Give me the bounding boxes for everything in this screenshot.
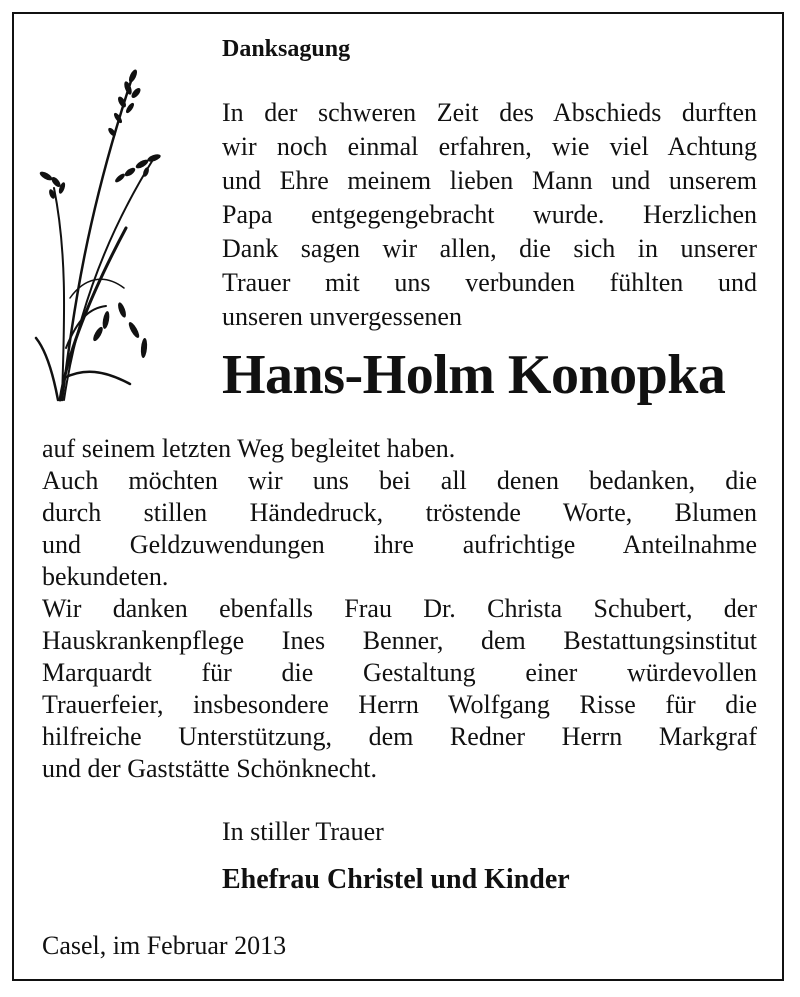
body-line: Trauerfeier, insbesondere Herrn Wolfgang Risse für die	[42, 690, 757, 719]
body-line: und der Gaststätte Schönknecht.	[42, 754, 378, 783]
body-line: und Geldzuwendungen ihre aufrichtige Anteilnahme	[42, 530, 757, 559]
intro-line: wir noch einmal erfahren, wie viel Achtung	[222, 132, 757, 161]
grass-plant-icon	[34, 48, 174, 408]
body-line: durch stillen Händedruck, tröstende Worte, Blumen	[42, 498, 757, 527]
body-line: auf seinem letzten Weg begleitet haben.	[42, 434, 456, 463]
body-line: bekundeten.	[42, 562, 169, 591]
intro-line: Papa entgegengebracht wurde. Herzlichen	[222, 200, 757, 229]
intro-line: Trauer mit uns verbunden fühlten und	[222, 268, 757, 297]
heading-danksagung: Danksagung	[222, 36, 351, 62]
body-line: Auch möchten wir uns bei all denen bedanken, die	[42, 466, 757, 495]
deceased-name: Hans-Holm Konopka	[222, 344, 726, 406]
closing-phrase: In stiller Trauer	[222, 817, 384, 846]
intro-line: In der schweren Zeit des Abschieds durften	[222, 98, 757, 127]
intro-line: unseren unvergessenen	[222, 302, 462, 331]
place-date: Casel, im Februar 2013	[42, 931, 287, 960]
body-line: Hauskrankenpflege Ines Benner, dem Bestattungsinstitut	[42, 626, 757, 655]
body-line: hilfreiche Unterstützung, dem Redner Herrn Markgraf	[42, 722, 757, 751]
thanks-paragraph	[42, 433, 757, 785]
body-line: Marquardt für die Gestaltung einer würdevollen	[42, 658, 757, 687]
intro-paragraph	[222, 96, 757, 334]
intro-line: Dank sagen wir allen, die sich in unserer	[222, 234, 757, 263]
signatories: Ehefrau Christel und Kinder	[222, 864, 570, 895]
intro-line: und Ehre meinem lieben Mann und unserem	[222, 166, 757, 195]
body-line: Wir danken ebenfalls Frau Dr. Christa Schubert, der	[42, 594, 757, 623]
